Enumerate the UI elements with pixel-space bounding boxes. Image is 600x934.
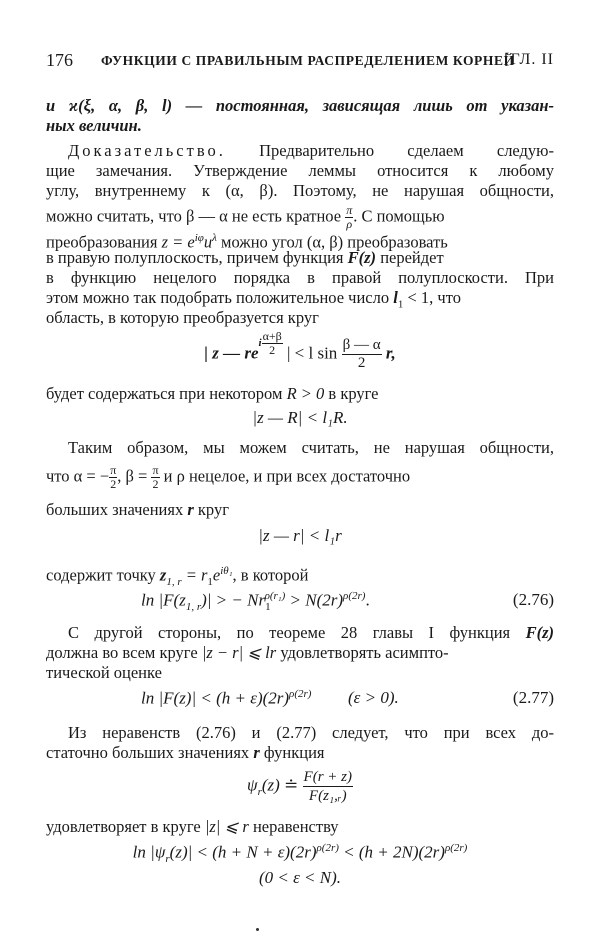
equation-R: |z — R| < l₁R. (252, 408, 348, 427)
proof-line-20 (46, 817, 554, 837)
math-sub: r (257, 785, 262, 798)
math: = r (181, 565, 208, 585)
text: неравенству (248, 817, 339, 836)
math: (z) ≐ (261, 775, 303, 795)
text: будет содержаться при некотором (46, 384, 287, 403)
frac-den: 2 (152, 477, 159, 491)
text: можно угол (α, β) преобразовать (216, 232, 448, 252)
proof-line-3: углу, внутреннему к (α, β). Поэтому, не нарушая общности, (46, 181, 554, 200)
math-sub: 1 (265, 601, 271, 614)
page-header (46, 50, 554, 72)
equation-final-condition: (0 < ε < N). (258, 868, 342, 887)
equation-final (46, 842, 554, 865)
text: круг (193, 500, 229, 519)
math: ln |ψ (132, 842, 166, 862)
math-sub: r (165, 853, 170, 866)
page-number: 176 (46, 50, 73, 70)
math-sup: ρ(2r) (343, 590, 366, 602)
math: )| > − Nr (201, 590, 266, 610)
math: r (187, 500, 194, 519)
proof-line-10 (46, 384, 554, 404)
text: Предварительно сделаем следую- (225, 141, 554, 160)
proof-line-18: Из неравенств (2.76) и (2.77) следует, что при всех до- (68, 723, 554, 742)
math: l (393, 288, 398, 307)
math: (z)| < (h + N + ε)(2r) (169, 842, 317, 862)
frac-num: π (152, 463, 159, 477)
frac-num: β — α (342, 337, 381, 354)
equation-body (141, 688, 311, 709)
frac-num: F(r + z) (303, 769, 352, 785)
text: должна во всем круге (46, 643, 202, 662)
math: . (365, 590, 370, 610)
proof-line-16 (46, 643, 554, 663)
math-sup: ρ(2r) (316, 842, 339, 854)
equation-psi (46, 768, 554, 805)
lemma-tail-line-1: и ϰ(ξ, α, β, l) — постоянная, зависящая лишь от указан- (46, 96, 554, 115)
text: , в которой (232, 565, 309, 585)
proof-line-17: тической оценке (46, 663, 162, 682)
text: что α = − (46, 466, 110, 486)
math: e (212, 565, 221, 585)
math-sup: ρ(2r) (289, 688, 312, 700)
frac-den: 2 (357, 355, 366, 372)
text: содержит точку (46, 565, 160, 585)
text: в правую полуплоскость, причем функция (46, 248, 348, 267)
fraction (303, 768, 353, 805)
proof-line-19 (46, 743, 554, 763)
proof-line-14 (46, 561, 554, 592)
math-sup: iφ (194, 232, 204, 244)
text: удовлетворять асимпто- (276, 643, 449, 662)
text: можно считать, что β — α не есть кратное (46, 206, 346, 226)
frac-den: 2 (269, 343, 276, 357)
math-sub: 1 (207, 575, 213, 588)
proof-line-7: в функцию нецелого порядка в правой полуплоскости. При (46, 268, 554, 287)
text: преобразования (46, 232, 162, 252)
math: | < l sin (282, 343, 342, 363)
frac-num: π (346, 203, 353, 217)
math-sub: 1, r (185, 601, 202, 614)
frac-den: 2 (110, 477, 117, 491)
text: больших значениях (46, 500, 188, 519)
math: F(z) (347, 248, 377, 267)
math: |z| ⩽ r (204, 817, 249, 836)
proof-line-11: Таким образом, мы можем считать, не нарушая общности, (68, 438, 554, 457)
proof-line-1 (46, 141, 554, 161)
proof-line-6 (46, 248, 554, 268)
text: в круге (324, 384, 379, 403)
math-sup: λ (212, 232, 217, 244)
math: z = e (161, 232, 195, 252)
fraction (151, 464, 159, 491)
math: |z − r| ⩽ lr (201, 643, 277, 662)
frac-den: ρ (346, 217, 353, 231)
frac-den: F(z₁,ᵣ) (308, 788, 347, 804)
text: функция (259, 743, 325, 762)
text: этом можно так подобрать положительное число (46, 288, 394, 307)
text: . С помощью (353, 206, 445, 226)
chapter-label: [ГЛ. II (504, 51, 554, 68)
proof-heading: Доказательство. (68, 141, 226, 160)
math-sup: iθ₁ (220, 565, 233, 577)
running-title: ФУНКЦИИ С ПРАВИЛЬНЫМ РАСПРЕДЕЛЕНИЕМ КОРНЕЙ (101, 53, 515, 68)
math: ln |F(z)| < (h + ε)(2r) (141, 688, 290, 708)
proof-line-13 (46, 500, 554, 520)
proof-line-4 (46, 204, 554, 231)
fraction (342, 337, 382, 372)
text: , β = (117, 466, 152, 486)
math: > N(2r) (285, 590, 344, 610)
frac-num: π (110, 463, 117, 477)
proof-line-9: область, в которую преобразуется круг (46, 308, 319, 327)
equation-number: (2.76) (512, 590, 554, 609)
math: ln |F(z (141, 590, 186, 610)
math-sup: ρ(2r) (444, 842, 468, 854)
text: перейдет (376, 248, 444, 267)
fraction (262, 330, 283, 357)
text: удовлетворяет в круге (46, 817, 205, 836)
math: r, (381, 343, 396, 363)
equation-number: (2.77) (512, 688, 554, 707)
math: u (203, 232, 213, 252)
math-sub: 1, r (166, 575, 182, 588)
fraction (345, 204, 353, 231)
proof-line-2: щие замечания. Утверждение леммы относится к любому (46, 161, 554, 180)
proof-line-15 (46, 623, 554, 643)
text: С другой стороны, по теореме 28 главы I функция (68, 623, 526, 642)
math: ψ (247, 775, 258, 795)
math-sub: 1 (397, 298, 404, 311)
math: R > 0 (286, 384, 325, 403)
equation-condition: (ε > 0). (348, 688, 399, 707)
math: r (253, 743, 260, 762)
math: F(z) (525, 623, 554, 642)
math: z (159, 565, 167, 585)
equation-body (141, 590, 370, 613)
text: статочно больших значениях (46, 743, 254, 762)
lemma-tail-line-2: ных величин. (46, 116, 142, 135)
math: < (h + 2N)(2r) (338, 842, 445, 862)
proof-line-12 (46, 464, 554, 491)
math-sup: ρ(r₁) (264, 590, 286, 602)
frac-num: α+β (262, 329, 282, 343)
equation-circle (46, 329, 554, 372)
text: < 1, что (403, 288, 461, 307)
math: i (258, 337, 262, 350)
equation-r: |z — r| < l₁r (258, 526, 342, 545)
math: | z — re (204, 343, 259, 363)
scan-speck (256, 928, 259, 931)
text: и ρ нецелое, и при всех достаточно (159, 466, 411, 486)
